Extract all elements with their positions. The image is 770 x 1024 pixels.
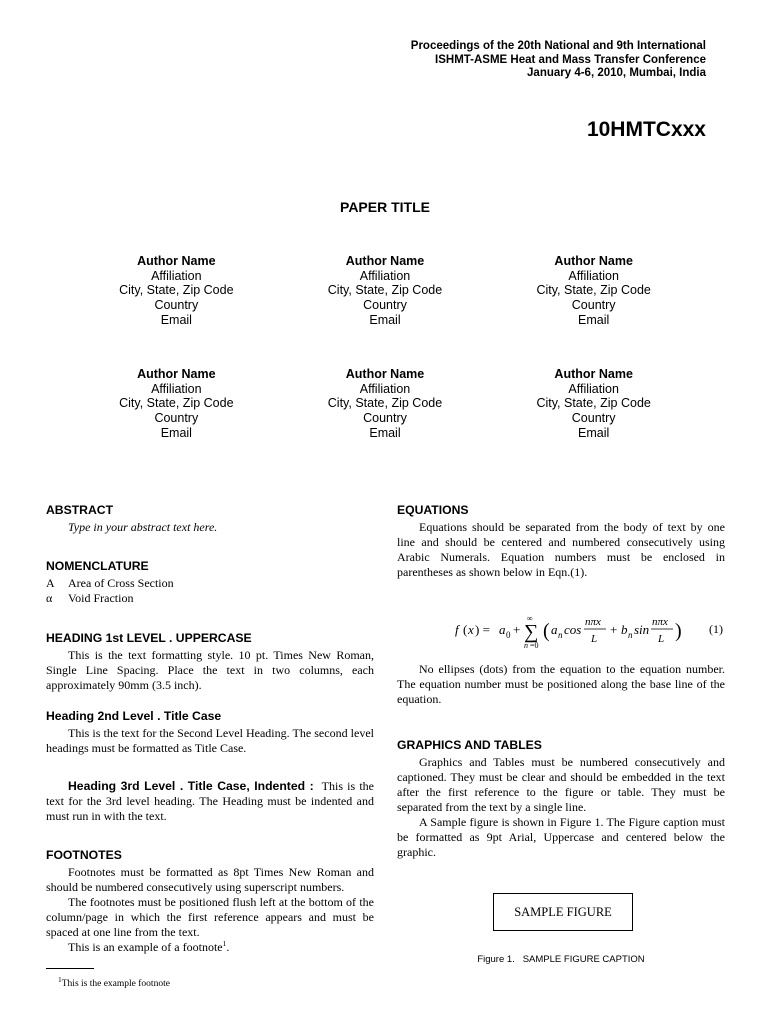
svg-text:): ) — [675, 620, 682, 642]
paper-id: 10HMTCxxx — [586, 118, 706, 141]
author-row-2 — [72, 367, 698, 441]
nomenclature-heading: NOMENCLATURE — [46, 559, 149, 573]
svg-text:sin: sin — [634, 622, 650, 637]
author-block — [489, 367, 698, 441]
footnote — [58, 974, 170, 990]
svg-text:) =: ) = — [475, 622, 490, 637]
svg-text:0: 0 — [506, 630, 511, 640]
graphics-paragraph-2: A Sample figure is shown in Figure 1. The Figure caption must be formatted as 9pt Arial, Uppercase and centered below the graphic. — [397, 815, 725, 859]
equation-1 — [397, 608, 725, 658]
author-country: Country — [363, 298, 407, 313]
nomenclature-symbol: α — [46, 591, 53, 605]
author-block — [281, 367, 490, 441]
heading-level-3-text: This is the text for the 3rd level heading. The Heading must be indented and must run in with the text. — [46, 779, 374, 823]
svg-text:n: n — [628, 630, 633, 640]
conference-line-3: January 4-6, 2010, Mumbai, India — [527, 67, 706, 79]
svg-text:L: L — [591, 633, 598, 645]
conference-header — [411, 40, 706, 81]
svg-text:a: a — [499, 622, 506, 637]
author-address: City, State, Zip Code — [119, 396, 234, 411]
heading-level-2: Heading 2nd Level . Title Case — [46, 709, 222, 723]
graphics-paragraph-1: Graphics and Tables must be numbered consecutively and captioned. They must be clear and should be embedded in the text after the first reference to the figure or table. They must be separated from the text by a single line. — [397, 755, 725, 814]
heading-level-3-paragraph — [46, 779, 374, 824]
author-email: Email — [369, 312, 401, 327]
svg-text:nπx: nπx — [585, 616, 601, 628]
author-email: Email — [160, 312, 192, 327]
equation-formula — [447, 608, 747, 658]
author-name: Author Name — [554, 254, 633, 268]
svg-text:∞: ∞ — [527, 614, 533, 623]
author-address: City, State, Zip Code — [327, 283, 443, 298]
author-block — [72, 367, 281, 441]
conference-line-2: ISHMT-ASME Heat and Mass Transfer Conference — [435, 53, 706, 66]
author-block — [489, 254, 698, 328]
heading-level-1: HEADING 1st LEVEL . UPPERCASE — [46, 631, 252, 645]
right-column — [397, 503, 725, 860]
nomenclature-symbol: A — [46, 576, 55, 590]
author-country: Country — [571, 298, 616, 313]
footnote-mark: 1 — [58, 974, 62, 984]
abstract-text: Type in your abstract text here. — [68, 520, 218, 534]
footnote-reference-mark: 1 — [222, 939, 227, 948]
author-block — [72, 254, 281, 328]
footnote-text: This is the example footnote — [61, 979, 170, 989]
author-name: Author Name — [554, 367, 633, 381]
svg-text:n: n — [558, 630, 563, 640]
footnote-example-end: . — [226, 940, 230, 954]
svg-text:cos: cos — [564, 622, 582, 637]
heading-level-1-text: This is the text formatting style. 10 pt. Times New Roman, Single Line Spacing. Place the text in two columns, each approximately 90mm (3.5 inch). — [46, 648, 374, 692]
footnote-rule — [46, 968, 94, 969]
equations-heading: EQUATIONS — [397, 503, 469, 517]
conference-line-1: Proceedings of the 20th National and 9th International — [410, 40, 706, 52]
graphics-heading: GRAPHICS AND TABLES — [397, 738, 542, 752]
author-address: City, State, Zip Code — [327, 396, 443, 411]
author-block — [281, 254, 490, 328]
author-affiliation: Affiliation — [151, 268, 202, 283]
svg-text:x: x — [468, 622, 474, 637]
svg-text:nπx: nπx — [652, 616, 668, 628]
nomenclature-description: Area of Cross Section — [68, 576, 174, 590]
author-name: Author Name — [137, 367, 216, 381]
nomenclature-item — [46, 576, 374, 591]
author-email: Email — [578, 312, 610, 327]
equation-number: (1) — [709, 622, 723, 636]
equations-paragraph-1: Equations should be separated from the body of text by one line and should be centered and numbered consecutively using Arabic Numerals. Equation numbers must be enclosed in parentheses as shown below in Eqn.(1). — [397, 520, 725, 579]
author-affiliation: Affiliation — [151, 381, 202, 396]
footnotes-paragraph-2: The footnotes must be positioned flush left at the bottom of the column/page in which the first reference appears and must be spaced at one line from the text. — [46, 895, 374, 939]
author-email: Email — [369, 425, 401, 440]
heading-level-3: Heading 3rd Level . Title Case, Indented : — [68, 779, 314, 793]
abstract-heading: ABSTRACT — [46, 503, 114, 517]
author-affiliation: Affiliation — [359, 381, 411, 396]
svg-text:(: ( — [463, 622, 468, 637]
author-email: Email — [160, 425, 192, 440]
heading-level-2-text: This is the text for the Second Level Heading. The second level headings must be formatted as Title Case. — [46, 726, 374, 755]
author-address: City, State, Zip Code — [536, 283, 651, 298]
author-address: City, State, Zip Code — [536, 396, 651, 411]
svg-text:f: f — [455, 622, 459, 637]
author-affiliation: Affiliation — [568, 381, 619, 396]
nomenclature-description: Void Fraction — [68, 591, 134, 605]
author-name: Author Name — [137, 254, 216, 268]
author-name: Author Name — [345, 254, 425, 268]
svg-text:(: ( — [543, 620, 550, 642]
author-country: Country — [363, 411, 407, 426]
svg-text:∑: ∑ — [524, 621, 539, 643]
author-row-1 — [72, 254, 698, 328]
svg-text:+: + — [513, 622, 521, 637]
author-country: Country — [154, 298, 199, 313]
svg-text:a: a — [551, 622, 558, 637]
author-country: Country — [154, 411, 199, 426]
svg-text:n: n — [524, 641, 528, 650]
paper-title: PAPER TITLE — [340, 199, 430, 215]
svg-text:b: b — [621, 622, 628, 637]
author-address: City, State, Zip Code — [119, 283, 234, 298]
sample-figure-label: SAMPLE FIGURE — [514, 904, 612, 919]
footnotes-heading: FOOTNOTES — [46, 848, 122, 862]
svg-text:=0: =0 — [530, 641, 539, 650]
author-name: Author Name — [345, 367, 425, 381]
footnotes-paragraph-1: Footnotes must be formatted as 8pt Times New Roman and should be numbered consecutively using superscript numbers. — [46, 865, 374, 894]
nomenclature-item — [46, 591, 374, 606]
footnote-example-text: This is an example of a footnote — [68, 940, 223, 954]
svg-text:L: L — [658, 633, 665, 645]
figure-caption: Figure 1. SAMPLE FIGURE CAPTION — [477, 954, 645, 965]
author-country: Country — [571, 411, 616, 426]
sample-figure — [493, 893, 633, 931]
footnotes-paragraph-3 — [46, 940, 374, 955]
equations-paragraph-2: No ellipses (dots) from the equation to the equation number. The equation number must be positioned along the base line of the equation. — [397, 662, 725, 706]
author-affiliation: Affiliation — [359, 268, 411, 283]
svg-text:+: + — [610, 622, 618, 637]
author-affiliation: Affiliation — [568, 268, 619, 283]
left-column — [46, 503, 374, 955]
author-email: Email — [578, 425, 610, 440]
